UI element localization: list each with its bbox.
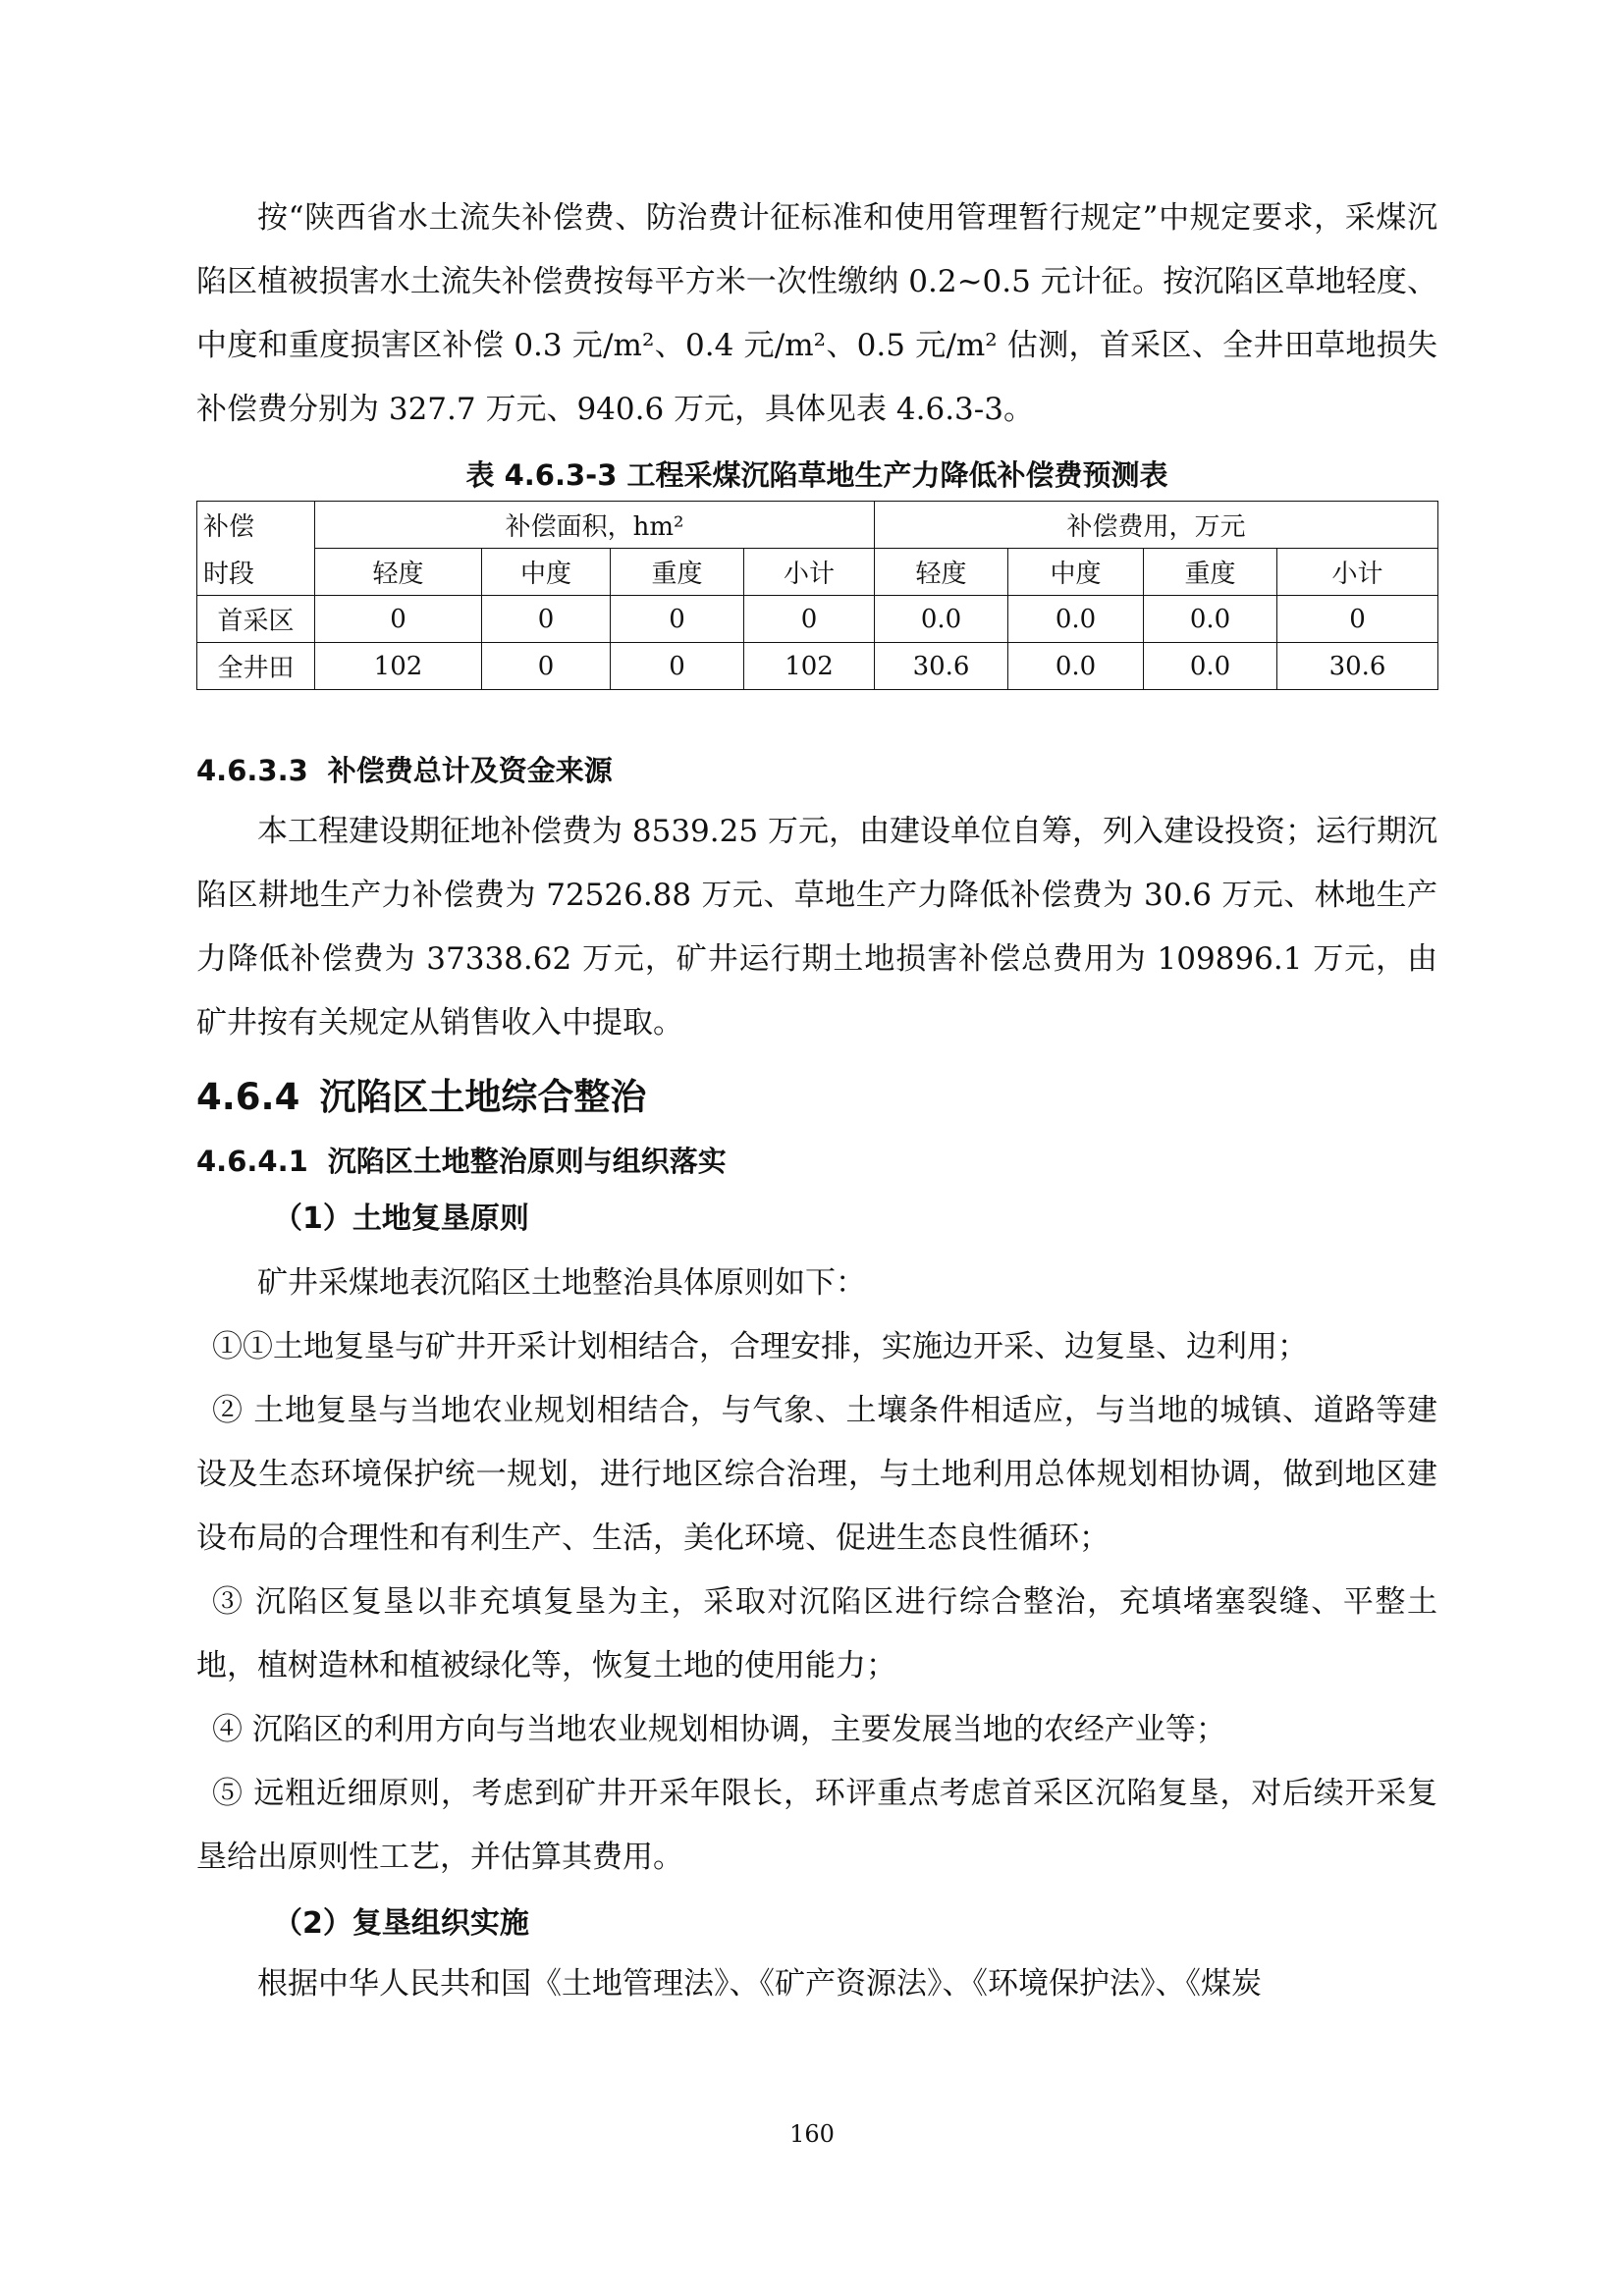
subheading-reclamation-principles: （1）土地复垦原则 — [273, 1201, 529, 1236]
document-page — [196, 187, 1437, 2016]
table-row — [197, 596, 1438, 643]
table-cell: 102 — [315, 643, 482, 690]
list-item: ② 土地复垦与当地农业规划相结合，与气象、土壤条件相适应，与当地的城镇、道路等建设及生态环境保护统一规划，进行地区综合治理，与土地利用总体规划相协调，做到地区建设布局的合理性和有利生产、生活，美化环境、促进生态良性循环； — [196, 1393, 1437, 1556]
table-cell: 0.0 — [1144, 643, 1277, 690]
table-group-area: 补偿面积，hm² — [315, 502, 875, 549]
table-cell: 0 — [315, 596, 482, 643]
table-cell: 0 — [482, 596, 611, 643]
table-subheader: 中度 — [1008, 549, 1144, 596]
list-item: ③ 沉陷区复垦以非充填复垦为主，采取对沉陷区进行综合整治，充填堵塞裂缝、平整土地，植树造林和植被绿化等，恢复土地的使用能力； — [196, 1584, 1437, 1683]
paragraph-compensation-standard: 按“陕西省水土流失补偿费、防治费计征标准和使用管理暂行规定”中规定要求，采煤沉陷区植被损害水土流失补偿费按每平方米一次性缴纳 0.2~0.5 元计征。按沉陷区草地轻度、中度和重度损害区补偿 0.3 元/m²、0.4 元/m²、0.5 元/m² 估测，首采区、全井田草地损失补偿费分别为 327.7 万元、940.6 万元，具体见表 4.6.3-3。 — [196, 200, 1437, 427]
table-corner-label-2: 时段 — [197, 549, 315, 596]
paragraph-legal-basis: 根据中华人民共和国《土地管理法》、《矿产资源法》、《环境保护法》、《煤炭 — [257, 1966, 1262, 2002]
paragraph-principles-intro: 矿井采煤地表沉陷区土地整治具体原则如下： — [257, 1265, 866, 1301]
subheading-reclamation-implementation: （2）复垦组织实施 — [273, 1906, 529, 1941]
table-row-label: 全井田 — [197, 643, 315, 690]
heading-number: 4.6.4.1 — [196, 1145, 308, 1178]
list-item: ⑤ 远粗近细原则，考虑到矿井开采年限长，环评重点考虑首采区沉陷复垦，对后续开采复垦给出原则性工艺，并估算其费用。 — [196, 1776, 1437, 1875]
paragraph-compensation-total: 本工程建设期征地补偿费为 8539.25 万元，由建设单位自筹，列入建设投资；运行期沉陷区耕地生产力补偿费为 72526.88 万元、草地生产力降低补偿费为 30.6 万元、林地生产力降低补偿费为 37338.62 万元，矿井运行期土地损害补偿总费用为 109896.1 万元，由矿井按有关规定从销售收入中提取。 — [196, 814, 1437, 1041]
heading-4-6-4-1 — [196, 1132, 1437, 1191]
heading-title: 补偿费总计及资金来源 — [327, 754, 613, 787]
table-row — [197, 643, 1438, 690]
table-subheader: 重度 — [611, 549, 744, 596]
heading-title: 沉陷区土地整治原则与组织落实 — [327, 1145, 727, 1178]
table-subheader: 中度 — [482, 549, 611, 596]
list-item: ④ 沉陷区的利用方向与当地农业规划相协调，主要发展当地的农经产业等； — [212, 1712, 1226, 1747]
table-cell: 0 — [744, 596, 875, 643]
table-cell: 30.6 — [1277, 643, 1438, 690]
table-subheader: 小计 — [744, 549, 875, 596]
table-header-row-2 — [197, 549, 1438, 596]
table-cell: 0 — [1277, 596, 1438, 643]
table-header-row-1 — [197, 502, 1438, 549]
heading-4-6-3-3 — [196, 741, 1437, 800]
table-corner-label-1: 补偿 — [197, 502, 315, 549]
compensation-table — [196, 501, 1438, 690]
table-subheader: 小计 — [1277, 549, 1438, 596]
table-cell: 0.0 — [875, 596, 1008, 643]
heading-number: 4.6.3.3 — [196, 754, 308, 787]
table-caption: 表 4.6.3-3 工程采煤沉陷草地生产力降低补偿费预测表 — [465, 458, 1168, 492]
table-cell: 0 — [482, 643, 611, 690]
page-number: 160 — [789, 2120, 835, 2148]
table-cell: 30.6 — [875, 643, 1008, 690]
table-subheader: 轻度 — [875, 549, 1008, 596]
table-cell: 0.0 — [1144, 596, 1277, 643]
table-group-cost: 补偿费用，万元 — [875, 502, 1438, 549]
table-cell: 0.0 — [1008, 596, 1144, 643]
table-subheader: 重度 — [1144, 549, 1277, 596]
heading-title: 沉陷区土地综合整治 — [319, 1076, 647, 1118]
table-subheader: 轻度 — [315, 549, 482, 596]
list-item: ①①土地复垦与矿井开采计划相结合，合理安排，实施边开采、边复垦、边利用； — [212, 1329, 1308, 1364]
table-row-label: 首采区 — [197, 596, 315, 643]
heading-number: 4.6.4 — [196, 1076, 300, 1118]
table-cell: 102 — [744, 643, 875, 690]
table-cell: 0 — [611, 596, 744, 643]
table-cell: 0 — [611, 643, 744, 690]
heading-4-6-4 — [196, 1063, 1437, 1132]
table-cell: 0.0 — [1008, 643, 1144, 690]
